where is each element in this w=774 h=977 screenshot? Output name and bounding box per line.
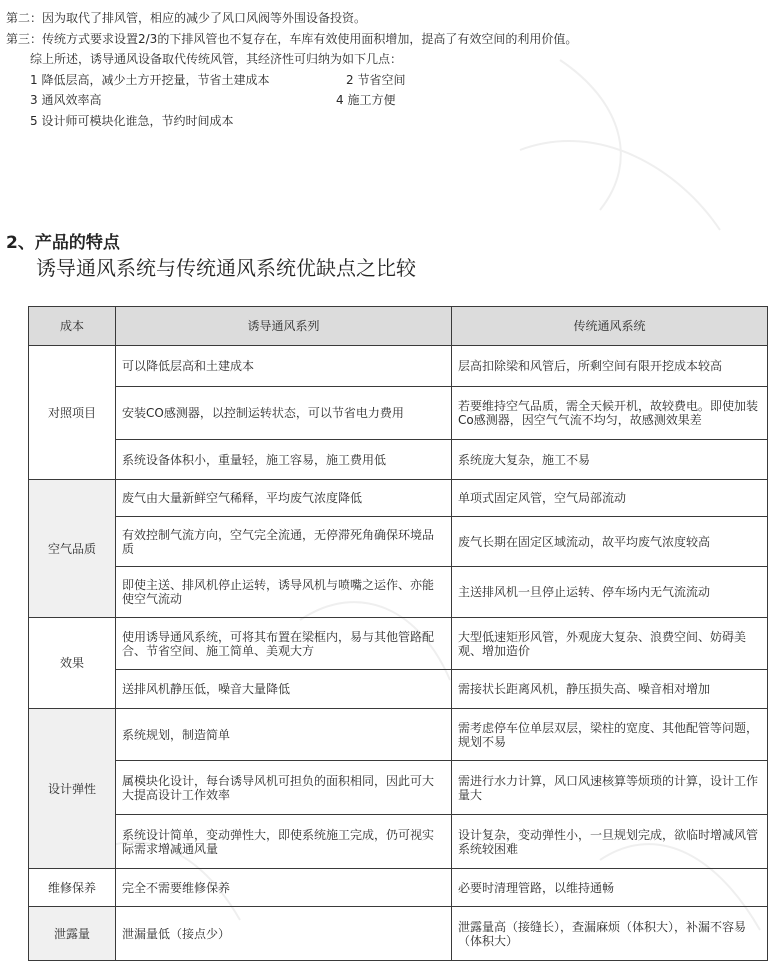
traditional-cell: 需进行水力计算，风口风速核算等烦琐的计算，设计工作量大 (452, 761, 768, 815)
intro-points-row-1 (6, 70, 577, 91)
category-cell: 对照项目 (29, 346, 116, 480)
table-row (29, 907, 768, 961)
induction-cell: 系统规划，制造简单 (116, 709, 452, 761)
point-5: 5 设计师可模块化谁急，节约时间成本 (30, 113, 234, 128)
table-row (29, 346, 768, 387)
traditional-cell: 若要维持空气品质，需全天候开机，故较费电。即使加装Co感测器，因空气气流不均匀，故感测效果差 (452, 387, 768, 440)
traditional-cell: 必要时清理管路，以维持通畅 (452, 869, 768, 907)
section-subtitle: 诱导通风系统与传统通风系统优缺点之比较 (36, 256, 416, 280)
intro-points-row-2 (6, 90, 577, 111)
table-row (29, 480, 768, 517)
category-cell: 效果 (29, 618, 116, 709)
point-1: 1 降低层高，减少土方开挖量，节省土建成本 (30, 72, 270, 87)
intro-points-row-3 (6, 111, 577, 132)
intro-line-2: 第二：因为取代了排风管，相应的减少了风口风阀等外围设备投资。 (6, 11, 367, 25)
induction-cell: 系统设备体积小，重量轻，施工容易，施工费用低 (116, 440, 452, 480)
table-row (29, 387, 768, 440)
traditional-cell: 单项式固定风管，空气局部流动 (452, 480, 768, 517)
induction-cell: 送排风机静压低，噪音大量降低 (116, 670, 452, 709)
table-row (29, 815, 768, 869)
category-cell: 维修保养 (29, 869, 116, 907)
traditional-cell: 设计复杂，变动弹性小，一旦规划完成，欲临时增减风管系统较困难 (452, 815, 768, 869)
category-cell: 空气品质 (29, 480, 116, 618)
table-row (29, 761, 768, 815)
induction-cell: 可以降低层高和土建成本 (116, 346, 452, 387)
induction-cell: 废气由大量新鲜空气稀释，平均废气浓度降低 (116, 480, 452, 517)
header-traditional: 传统通风系统 (452, 307, 768, 346)
induction-cell: 泄漏量低（接点少） (116, 907, 452, 961)
table-row (29, 567, 768, 618)
point-3: 3 通风效率高 (30, 93, 102, 107)
induction-cell: 即使主送、排风机停止运转，诱导风机与喷嘴之运作、亦能使空气流动 (116, 567, 452, 618)
table-row (29, 517, 768, 567)
category-cell: 泄露量 (29, 907, 116, 961)
traditional-cell: 系统庞大复杂，施工不易 (452, 440, 768, 480)
induction-cell: 完全不需要维修保养 (116, 869, 452, 907)
induction-cell: 属模块化设计，每台诱导风机可担负的面积相同，因此可大大提高设计工作效率 (116, 761, 452, 815)
traditional-cell: 废气长期在固定区域流动，故平均废气浓度较高 (452, 517, 768, 567)
induction-cell: 系统设计简单，变动弹性大，即使系统施工完成，仍可视实际需求增减通风量 (116, 815, 452, 869)
traditional-cell: 泄露量高（接缝长），查漏麻烦（体积大），补漏不容易（体积大） (452, 907, 768, 961)
section-title: 2、产品的特点 (6, 233, 120, 253)
point-4: 4 施工方便 (336, 93, 396, 107)
table-row (29, 618, 768, 670)
header-cost: 成本 (29, 307, 116, 346)
traditional-cell: 层高扣除梁和风管后，所剩空间有限开挖成本较高 (452, 346, 768, 387)
traditional-cell: 需考虑停车位单层双层，梁柱的宽度、其他配管等问题，规划不易 (452, 709, 768, 761)
intro-line-3: 第三：传统方式要求设置2/3的下排风管也不复存在，车库有效使用面积增加，提高了有效空间的利用价值。 (6, 31, 578, 46)
traditional-cell: 大型低速矩形风管，外观庞大复杂、浪费空间、妨碍美观、增加造价 (452, 618, 768, 670)
induction-cell: 安装CO感测器，以控制运转状态，可以节省电力费用 (116, 387, 452, 440)
induction-cell: 有效控制气流方向，空气完全流通，无停滞死角确保环境品质 (116, 517, 452, 567)
table-row (29, 709, 768, 761)
table-header-row (29, 307, 768, 346)
point-2: 2 节省空间 (346, 72, 406, 87)
table-row (29, 440, 768, 480)
table-row (29, 670, 768, 709)
traditional-cell: 主送排风机一旦停止运转、停车场内无气流流动 (452, 567, 768, 618)
table-row (29, 869, 768, 907)
category-cell: 设计弹性 (29, 709, 116, 869)
intro-text (6, 8, 577, 131)
traditional-cell: 需接状长距离风机，静压损失高、噪音相对增加 (452, 670, 768, 709)
comparison-table (28, 306, 768, 961)
intro-summary: 综上所述，诱导通风设备取代传统风管，其经济性可归纳为如下几点： (30, 52, 403, 66)
induction-cell: 使用诱导通风系统，可将其布置在梁框内，易与其他管路配合、节省空间、施工简单、美观大方 (116, 618, 452, 670)
header-induction: 诱导通风系列 (116, 307, 452, 346)
